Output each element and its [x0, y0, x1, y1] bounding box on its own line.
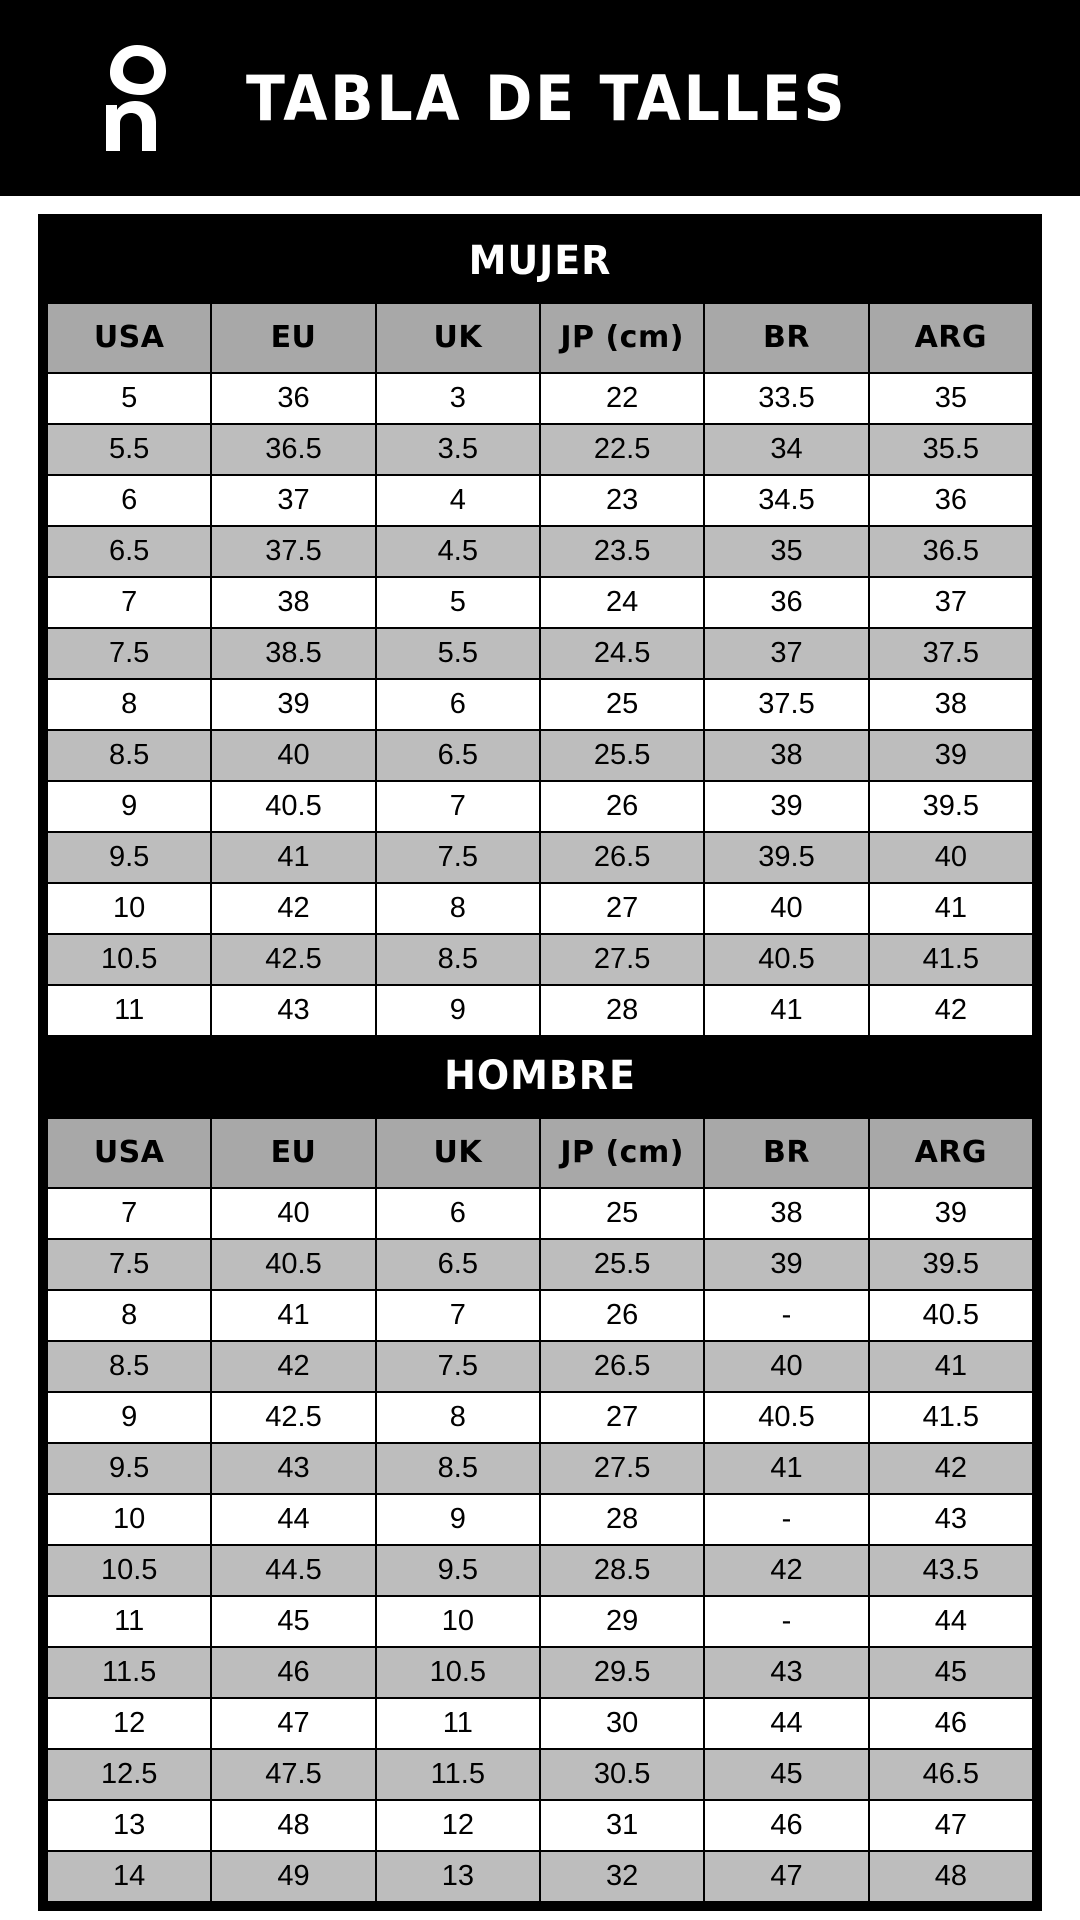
cell-uk: 9.5 [376, 1545, 540, 1596]
table-row [47, 1800, 1033, 1851]
cell-uk: 9 [376, 1494, 540, 1545]
cell-eu: 40.5 [211, 1239, 375, 1290]
cell-arg: 36 [869, 475, 1033, 526]
cell-uk: 13 [376, 1851, 540, 1902]
cell-arg: 41.5 [869, 1392, 1033, 1443]
column-header-br: BR [704, 1118, 868, 1188]
cell-uk: 6 [376, 1188, 540, 1239]
table-row [47, 1188, 1033, 1239]
table-row [47, 1443, 1033, 1494]
cell-jp: 23 [540, 475, 704, 526]
cell-uk: 9 [376, 985, 540, 1036]
cell-uk: 7 [376, 781, 540, 832]
cell-br: 39.5 [704, 832, 868, 883]
cell-arg: 46 [869, 1698, 1033, 1749]
cell-arg: 43.5 [869, 1545, 1033, 1596]
table-row [47, 1392, 1033, 1443]
cell-br: 40.5 [704, 934, 868, 985]
cell-uk: 8 [376, 1392, 540, 1443]
table-row [47, 475, 1033, 526]
cell-jp: 27.5 [540, 1443, 704, 1494]
cell-jp: 27.5 [540, 934, 704, 985]
table-row [47, 628, 1033, 679]
cell-eu: 48 [211, 1800, 375, 1851]
cell-arg: 42 [869, 985, 1033, 1036]
cell-jp: 25 [540, 679, 704, 730]
cell-arg: 42 [869, 1443, 1033, 1494]
table-row [47, 832, 1033, 883]
cell-arg: 36.5 [869, 526, 1033, 577]
cell-arg: 37 [869, 577, 1033, 628]
cell-br: 37.5 [704, 679, 868, 730]
cell-jp: 26.5 [540, 1341, 704, 1392]
size-table-women [46, 302, 1034, 1037]
cell-arg: 38 [869, 679, 1033, 730]
cell-jp: 27 [540, 883, 704, 934]
cell-usa: 10 [47, 1494, 211, 1545]
cell-br: 41 [704, 985, 868, 1036]
cell-jp: 32 [540, 1851, 704, 1902]
cell-br: - [704, 1596, 868, 1647]
cell-br: 34.5 [704, 475, 868, 526]
cell-eu: 38.5 [211, 628, 375, 679]
cell-eu: 47.5 [211, 1749, 375, 1800]
table-row [47, 373, 1033, 424]
cell-usa: 6.5 [47, 526, 211, 577]
cell-jp: 29 [540, 1596, 704, 1647]
cell-eu: 36.5 [211, 424, 375, 475]
cell-jp: 25.5 [540, 1239, 704, 1290]
cell-eu: 42 [211, 1341, 375, 1392]
cell-br: 46 [704, 1800, 868, 1851]
cell-usa: 10.5 [47, 1545, 211, 1596]
cell-jp: 23.5 [540, 526, 704, 577]
cell-usa: 9.5 [47, 1443, 211, 1494]
column-header-eu: EU [211, 1118, 375, 1188]
cell-jp: 30 [540, 1698, 704, 1749]
cell-jp: 24 [540, 577, 704, 628]
table-row [47, 1545, 1033, 1596]
cell-br: 40.5 [704, 1392, 868, 1443]
cell-arg: 37.5 [869, 628, 1033, 679]
table-header-row [47, 303, 1033, 373]
cell-jp: 25 [540, 1188, 704, 1239]
cell-eu: 44 [211, 1494, 375, 1545]
table-row [47, 1494, 1033, 1545]
cell-br: 37 [704, 628, 868, 679]
cell-uk: 11 [376, 1698, 540, 1749]
cell-uk: 10.5 [376, 1647, 540, 1698]
column-header-uk: UK [376, 1118, 540, 1188]
cell-jp: 26 [540, 781, 704, 832]
column-header-br: BR [704, 303, 868, 373]
cell-uk: 7.5 [376, 832, 540, 883]
cell-usa: 11.5 [47, 1647, 211, 1698]
cell-uk: 3 [376, 373, 540, 424]
table-row [47, 424, 1033, 475]
cell-arg: 47 [869, 1800, 1033, 1851]
cell-br: 39 [704, 781, 868, 832]
table-row [47, 577, 1033, 628]
cell-uk: 6.5 [376, 730, 540, 781]
cell-arg: 40 [869, 832, 1033, 883]
cell-arg: 39.5 [869, 781, 1033, 832]
column-header-usa: USA [47, 303, 211, 373]
table-row [47, 883, 1033, 934]
cell-eu: 46 [211, 1647, 375, 1698]
cell-usa: 5 [47, 373, 211, 424]
cell-eu: 41 [211, 1290, 375, 1341]
cell-arg: 40.5 [869, 1290, 1033, 1341]
cell-uk: 4.5 [376, 526, 540, 577]
cell-usa: 12.5 [47, 1749, 211, 1800]
table-row [47, 730, 1033, 781]
column-header-arg: ARG [869, 303, 1033, 373]
cell-eu: 37.5 [211, 526, 375, 577]
cell-br: 41 [704, 1443, 868, 1494]
cell-usa: 12 [47, 1698, 211, 1749]
cell-uk: 7.5 [376, 1341, 540, 1392]
cell-br: 40 [704, 1341, 868, 1392]
cell-uk: 8.5 [376, 1443, 540, 1494]
cell-br: 36 [704, 577, 868, 628]
cell-usa: 5.5 [47, 424, 211, 475]
cell-arg: 48 [869, 1851, 1033, 1902]
table-row [47, 985, 1033, 1036]
section-title-women: MUJER [71, 222, 1010, 302]
cell-usa: 11 [47, 985, 211, 1036]
cell-eu: 42 [211, 883, 375, 934]
table-row [47, 781, 1033, 832]
cell-br: 44 [704, 1698, 868, 1749]
table-row [47, 526, 1033, 577]
cell-arg: 39 [869, 730, 1033, 781]
cell-usa: 7 [47, 577, 211, 628]
cell-arg: 45 [869, 1647, 1033, 1698]
cell-uk: 6.5 [376, 1239, 540, 1290]
cell-jp: 31 [540, 1800, 704, 1851]
cell-usa: 8.5 [47, 1341, 211, 1392]
table-row [47, 1290, 1033, 1341]
cell-eu: 40.5 [211, 781, 375, 832]
on-running-logo-icon [96, 43, 174, 153]
cell-usa: 9.5 [47, 832, 211, 883]
cell-usa: 8 [47, 1290, 211, 1341]
column-header-jp: JP (cm) [540, 1118, 704, 1188]
cell-jp: 29.5 [540, 1647, 704, 1698]
page-title: TABLA DE TALLES [246, 61, 848, 135]
column-header-eu: EU [211, 303, 375, 373]
cell-jp: 25.5 [540, 730, 704, 781]
cell-uk: 11.5 [376, 1749, 540, 1800]
cell-arg: 39 [869, 1188, 1033, 1239]
cell-arg: 41.5 [869, 934, 1033, 985]
cell-eu: 39 [211, 679, 375, 730]
cell-eu: 40 [211, 730, 375, 781]
cell-jp: 28 [540, 1494, 704, 1545]
cell-uk: 3.5 [376, 424, 540, 475]
cell-br: - [704, 1290, 868, 1341]
table-row [47, 1851, 1033, 1902]
table-row [47, 1749, 1033, 1800]
table-row [47, 934, 1033, 985]
cell-jp: 30.5 [540, 1749, 704, 1800]
cell-jp: 27 [540, 1392, 704, 1443]
table-row [47, 1341, 1033, 1392]
cell-usa: 11 [47, 1596, 211, 1647]
cell-uk: 4 [376, 475, 540, 526]
cell-br: 42 [704, 1545, 868, 1596]
column-header-usa: USA [47, 1118, 211, 1188]
table-row [47, 1698, 1033, 1749]
cell-eu: 45 [211, 1596, 375, 1647]
cell-br: 38 [704, 1188, 868, 1239]
column-header-uk: UK [376, 303, 540, 373]
cell-uk: 8.5 [376, 934, 540, 985]
cell-arg: 46.5 [869, 1749, 1033, 1800]
section-title-men: HOMBRE [71, 1037, 1010, 1117]
cell-usa: 14 [47, 1851, 211, 1902]
cell-eu: 43 [211, 1443, 375, 1494]
cell-arg: 41 [869, 1341, 1033, 1392]
cell-jp: 22 [540, 373, 704, 424]
cell-jp: 26 [540, 1290, 704, 1341]
cell-usa: 8.5 [47, 730, 211, 781]
table-header-row [47, 1118, 1033, 1188]
cell-arg: 41 [869, 883, 1033, 934]
cell-br: 38 [704, 730, 868, 781]
cell-jp: 28.5 [540, 1545, 704, 1596]
cell-usa: 7.5 [47, 1239, 211, 1290]
cell-usa: 6 [47, 475, 211, 526]
cell-br: 40 [704, 883, 868, 934]
cell-uk: 8 [376, 883, 540, 934]
cell-jp: 26.5 [540, 832, 704, 883]
cell-uk: 6 [376, 679, 540, 730]
cell-usa: 7.5 [47, 628, 211, 679]
cell-usa: 8 [47, 679, 211, 730]
cell-uk: 5.5 [376, 628, 540, 679]
cell-eu: 43 [211, 985, 375, 1036]
cell-br: 45 [704, 1749, 868, 1800]
cell-eu: 40 [211, 1188, 375, 1239]
size-chart-card [38, 214, 1042, 1911]
cell-uk: 7 [376, 1290, 540, 1341]
column-header-jp: JP (cm) [540, 303, 704, 373]
cell-br: 47 [704, 1851, 868, 1902]
cell-eu: 42.5 [211, 1392, 375, 1443]
cell-eu: 42.5 [211, 934, 375, 985]
page-header [0, 0, 1080, 196]
cell-jp: 24.5 [540, 628, 704, 679]
cell-br: - [704, 1494, 868, 1545]
cell-eu: 41 [211, 832, 375, 883]
cell-uk: 5 [376, 577, 540, 628]
cell-eu: 37 [211, 475, 375, 526]
cell-usa: 10 [47, 883, 211, 934]
cell-br: 43 [704, 1647, 868, 1698]
column-header-arg: ARG [869, 1118, 1033, 1188]
cell-jp: 28 [540, 985, 704, 1036]
cell-eu: 47 [211, 1698, 375, 1749]
table-row [47, 679, 1033, 730]
cell-jp: 22.5 [540, 424, 704, 475]
cell-arg: 43 [869, 1494, 1033, 1545]
cell-br: 33.5 [704, 373, 868, 424]
cell-eu: 49 [211, 1851, 375, 1902]
cell-usa: 10.5 [47, 934, 211, 985]
cell-usa: 9 [47, 1392, 211, 1443]
cell-uk: 12 [376, 1800, 540, 1851]
cell-eu: 38 [211, 577, 375, 628]
cell-uk: 10 [376, 1596, 540, 1647]
cell-eu: 36 [211, 373, 375, 424]
table-row [47, 1647, 1033, 1698]
cell-arg: 39.5 [869, 1239, 1033, 1290]
cell-usa: 7 [47, 1188, 211, 1239]
cell-usa: 13 [47, 1800, 211, 1851]
cell-br: 35 [704, 526, 868, 577]
size-table-men [46, 1117, 1034, 1903]
cell-br: 34 [704, 424, 868, 475]
cell-arg: 35.5 [869, 424, 1033, 475]
cell-arg: 44 [869, 1596, 1033, 1647]
cell-arg: 35 [869, 373, 1033, 424]
cell-br: 39 [704, 1239, 868, 1290]
cell-usa: 9 [47, 781, 211, 832]
table-row [47, 1596, 1033, 1647]
table-row [47, 1239, 1033, 1290]
cell-eu: 44.5 [211, 1545, 375, 1596]
